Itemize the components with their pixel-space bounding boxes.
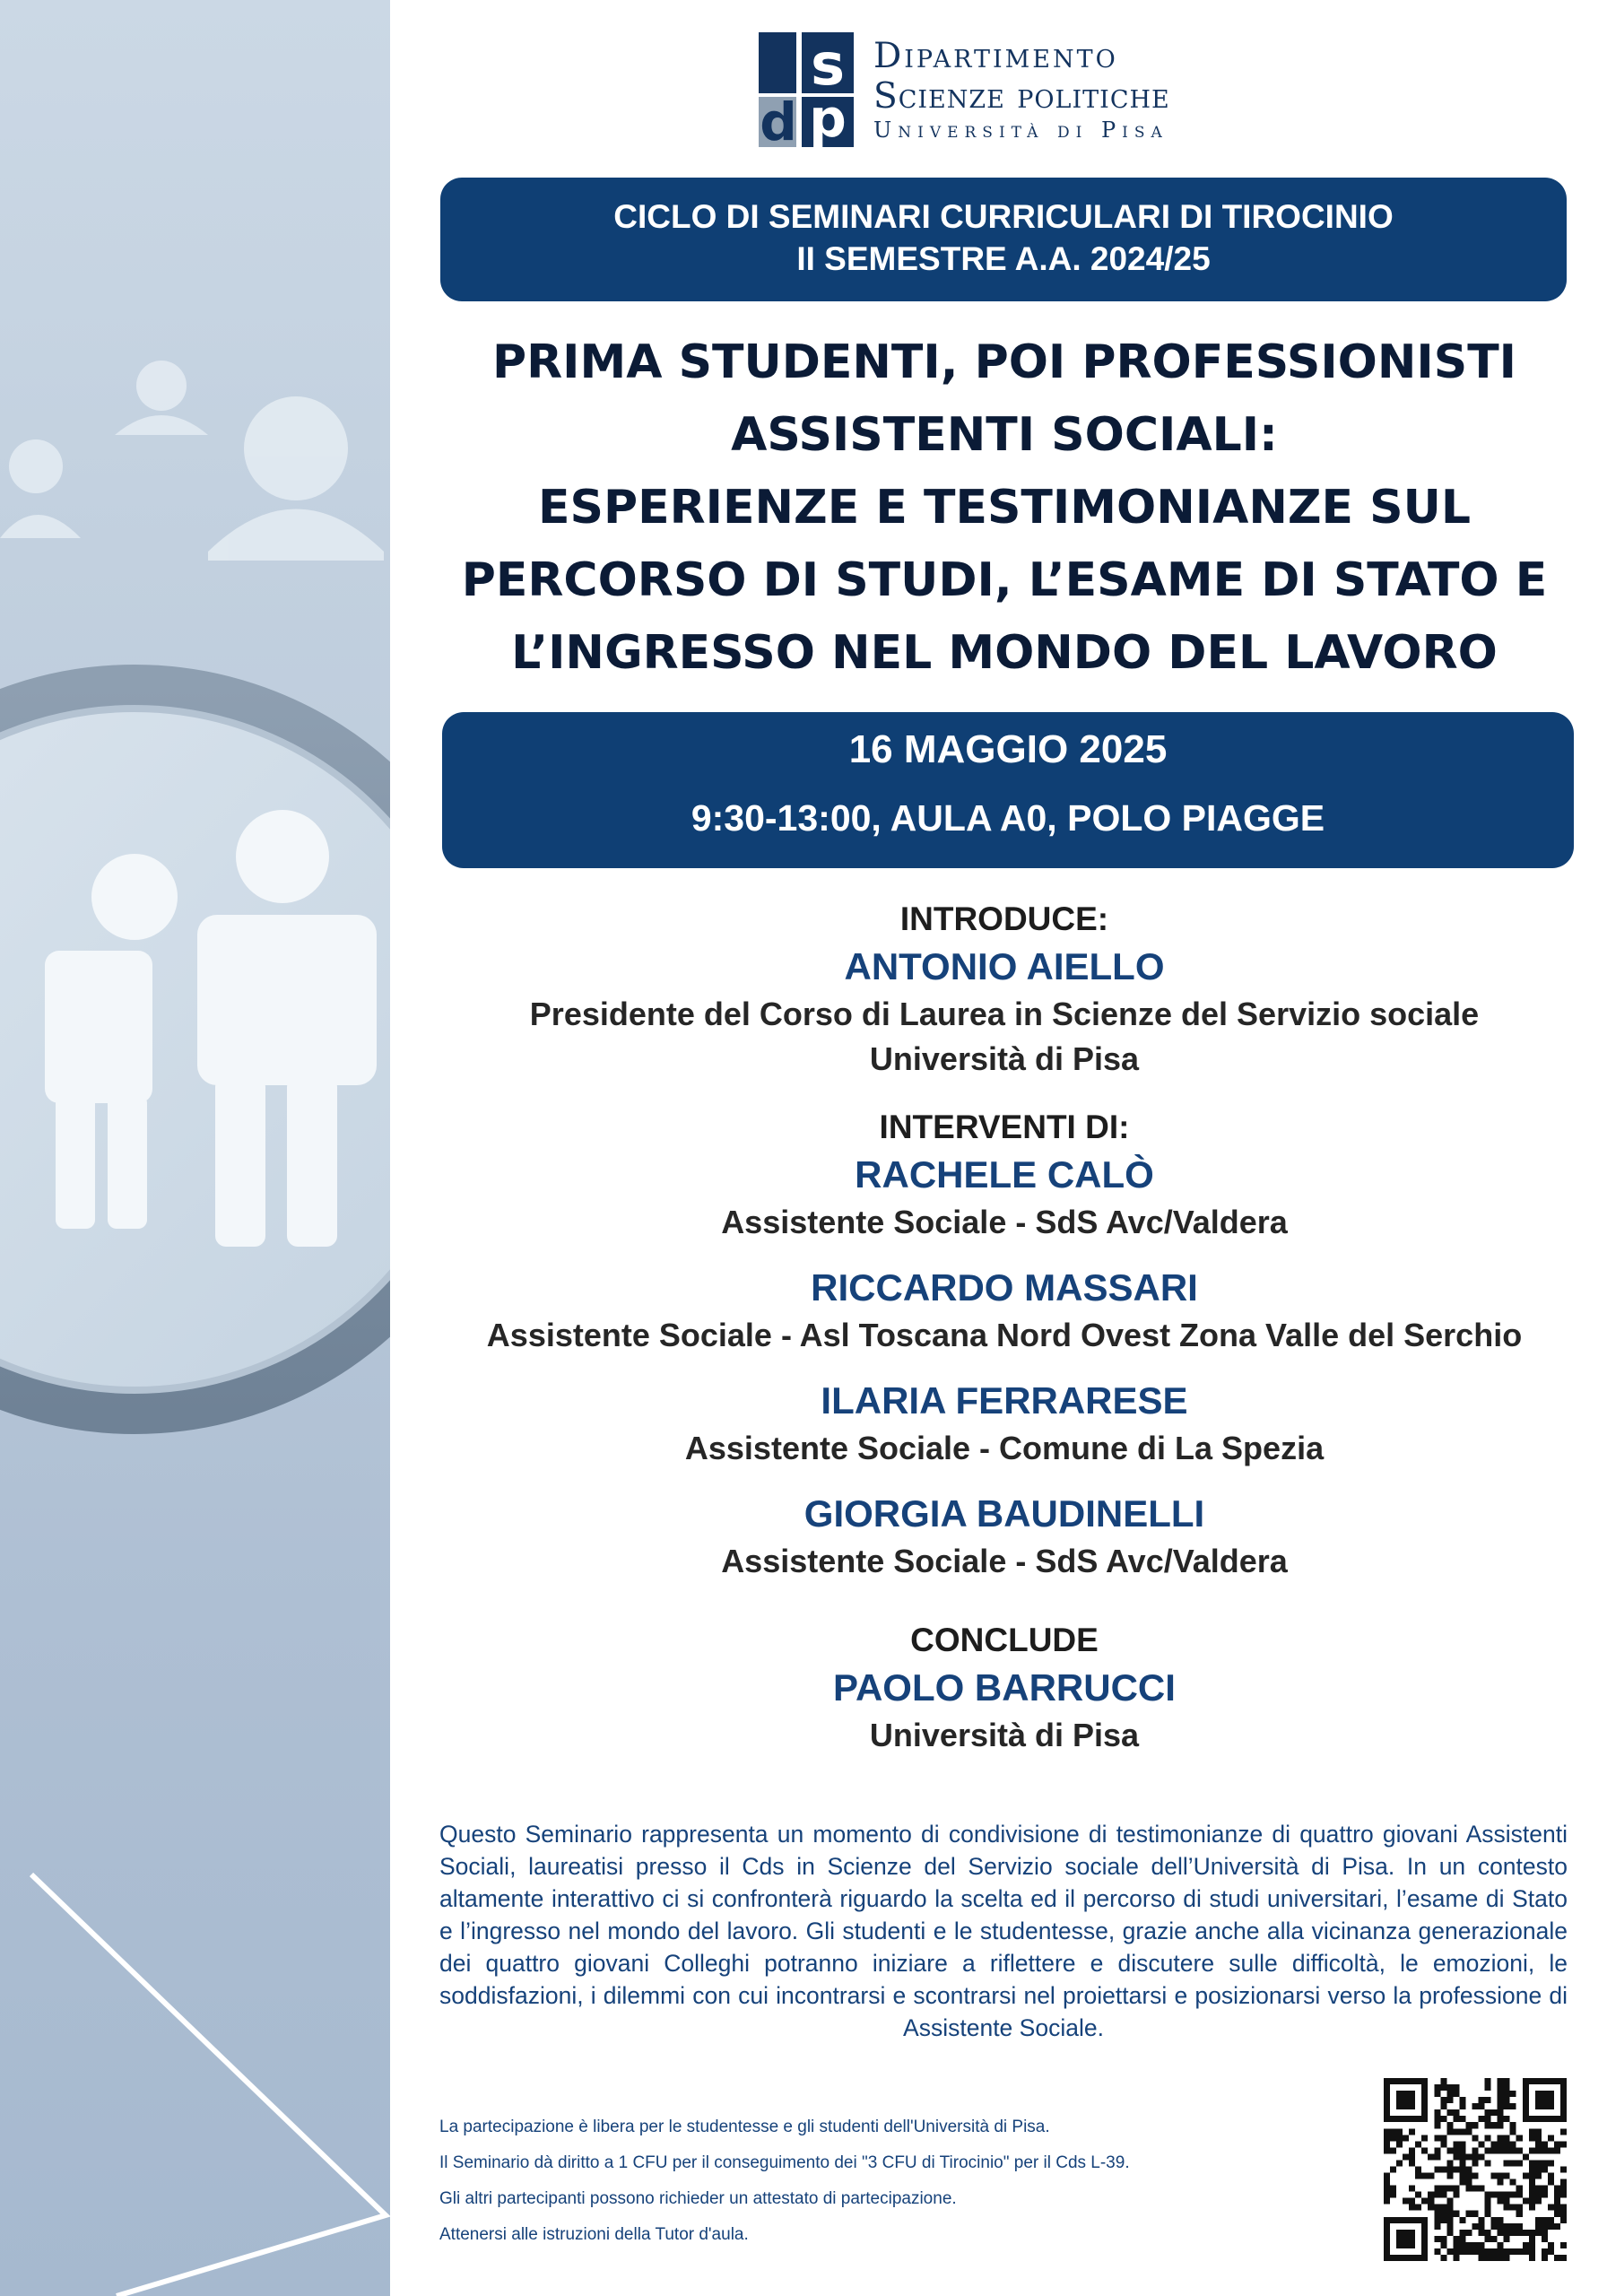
decorative-side-panel — [0, 0, 390, 2296]
title-line: PERCORSO DI STUDI, L’ESAME DI STATO E — [461, 553, 1548, 607]
speaker-name: RICCARDO MASSARI — [811, 1266, 1198, 1309]
speaker-affiliation: Assistente Sociale - SdS Avc/Valdera — [721, 1204, 1288, 1240]
svg-text:d: d — [760, 91, 797, 147]
svg-text:p: p — [809, 88, 847, 147]
note-line: Gli altri partecipanti possono richieder un attestato di partecipazione. — [439, 2189, 957, 2208]
logo-line-faculty: Scienze politiche — [873, 76, 1170, 117]
title-line: ESPERIENZE E TESTIMONIANZE SUL — [538, 481, 1471, 535]
talks-role: INTERVENTI DI: — [879, 1109, 1130, 1145]
date-banner — [442, 712, 1574, 868]
intro-affiliation: Università di Pisa — [869, 1040, 1140, 1077]
closing-affiliation: Università di Pisa — [869, 1717, 1140, 1753]
department-logo — [751, 32, 1272, 147]
intro-role: INTRODUCE: — [899, 900, 1109, 937]
event-date: 16 MAGGIO 2025 — [848, 727, 1168, 771]
title-line: ASSISTENTI SOCIALI: — [731, 408, 1278, 462]
note-line: Attenersi alle istruzioni della Tutor d'aula. — [439, 2225, 749, 2244]
logo-wordmark — [873, 36, 1268, 144]
series-banner-line1: CICLO DI SEMINARI CURRICULARI DI TIROCINIO — [613, 198, 1394, 235]
speaker-affiliation: Assistente Sociale - Asl Toscana Nord Ovest Zona Valle del Serchio — [486, 1317, 1523, 1353]
intro-affiliation: Presidente del Corso di Laurea in Scienze del Servizio sociale — [529, 996, 1480, 1032]
seminar-description: Questo Seminario rappresenta un momento di condivisione di testimonianze di quattro giovani Assistenti Sociali, laureatisi presso il Cds in Scienze del Servizio sociale dell’Università di Pisa. In un contesto altamente interattivo ci si confronterà riguardo la scelta ed il percorso di studi universitari, l’esame di Stato e l’ingresso nel mondo del lavoro. Gli studenti e le studentesse, grazie anche alla vicinanza generazionale dei quattro giovani Colleghi potranno iniziare a riflettere e discutere sulle difficoltà, le emozioni, le soddisfazioni, i dilemmi con cui incontrarsi e scontrarsi nel proiettarsi e posizionarsi verso la professione di Assistente Sociale. — [439, 1821, 1568, 2041]
speakers-section — [421, 897, 1587, 1758]
seminar-title — [421, 326, 1587, 690]
qr-code-icon[interactable] — [1384, 2078, 1567, 2261]
note-line: La partecipazione è libera per le studentesse e gli studenti dell'Università di Pisa. — [439, 2118, 1050, 2136]
title-line: PRIMA STUDENTI, POI PROFESSIONISTI — [491, 335, 1517, 389]
speaker-affiliation: Assistente Sociale - Comune di La Spezia — [684, 1430, 1325, 1466]
series-banner-line2: II SEMESTRE A.A. 2024/25 — [796, 240, 1211, 277]
closing-name: PAOLO BARRUCCI — [833, 1666, 1176, 1709]
note-line: Il Seminario dà diritto a 1 CFU per il conseguimento dei "3 CFU di Tirocinio" per il Cds L-39. — [439, 2153, 1130, 2172]
intro-name: ANTONIO AIELLO — [844, 945, 1165, 987]
logo-line-university: Università di Pisa — [873, 117, 1168, 143]
participation-notes — [439, 2109, 1300, 2253]
dsp-logo-icon — [751, 32, 868, 147]
closing-role: CONCLUDE — [910, 1622, 1099, 1658]
series-banner — [440, 178, 1567, 301]
speaker-affiliation: Assistente Sociale - SdS Avc/Valdera — [721, 1543, 1288, 1579]
logo-line-department: Dipartimento — [873, 36, 1118, 76]
people-magnifier-illustration — [0, 0, 390, 2296]
svg-text:s: s — [810, 32, 846, 99]
event-time-place: 9:30-13:00, AULA A0, POLO PIAGGE — [691, 797, 1325, 839]
speaker-name: ILARIA FERRARESE — [821, 1379, 1188, 1422]
speaker-name: RACHELE CALÒ — [855, 1153, 1154, 1196]
speaker-name: GIORGIA BAUDINELLI — [804, 1492, 1205, 1535]
title-line: L’INGRESSO NEL MONDO DEL LAVORO — [511, 626, 1498, 680]
